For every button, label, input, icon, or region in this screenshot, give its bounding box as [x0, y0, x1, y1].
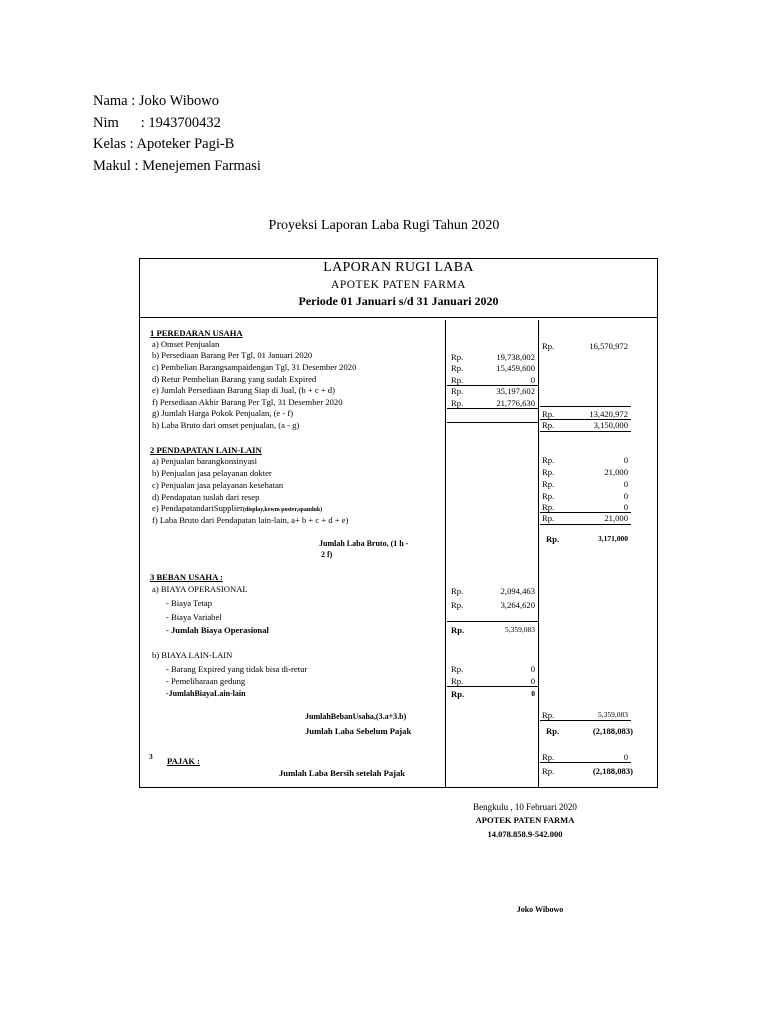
- label-laba-bruto-omset: h) Laba Bruto dari omset penjualan, (a - g): [152, 420, 300, 430]
- value-pemeliharaan: 0: [530, 676, 535, 686]
- rp-laba-sebelum-pajak: Rp.: [546, 726, 560, 736]
- label-jasa-kesehatan: c) Penjualan jasa pelayanan kesehatan: [152, 480, 284, 490]
- value-barang-expired: 0: [530, 664, 535, 674]
- label-persediaan-akhir: f) Persediaan Akhir Barang Per Tgl, 31 Desember 2020: [152, 397, 343, 407]
- rp-biaya-variabel: Rp.: [451, 600, 464, 610]
- section-beban-heading: 3 BEBAN USAHA :: [150, 572, 223, 582]
- signature-name: Joko Wibowo: [516, 905, 564, 914]
- rp-laba-bersih: Rp.: [542, 766, 555, 776]
- label-pemeliharaan: - Pemeliharaan gedung: [166, 676, 246, 686]
- signature-npwp: 14.078.858.9-542.000: [487, 829, 563, 839]
- rp-konsinyasi: Rp.: [542, 455, 555, 465]
- rp-pembelian: Rp.: [451, 363, 464, 373]
- value-konsinyasi: 0: [623, 455, 628, 465]
- underline-laba-lain: [540, 524, 631, 525]
- report-company: APOTEK PATEN FARMA: [331, 279, 466, 291]
- label-hpp: g) Jumlah Harga Pokok Penjualan, (e - f): [152, 408, 294, 418]
- label-laba-lain: f) Laba Bruto dari Pendapatan lain-lain, a+ b + c + d + e): [152, 515, 349, 525]
- value-biaya-variabel: 3,264,620: [500, 600, 535, 610]
- signature-company: APOTEK PATEN FARMA: [475, 815, 575, 825]
- student-class: Kelas : Apoteker Pagi-B: [93, 136, 235, 152]
- label-konsinyasi: a) Penjualan barangkonsinyasi: [152, 456, 258, 466]
- label-tuslah: d) Pendapatan tuslah dari resep: [152, 492, 260, 502]
- label-jumlah-laba-bruto-cont: 2 f): [321, 550, 333, 559]
- value-laba-bersih: (2,188,083): [592, 766, 633, 776]
- label-jumlah-biaya-lain: -JumlahBiayaLain-lain: [166, 689, 246, 698]
- report-title: LAPORAN RUGI LABA: [323, 260, 474, 275]
- underline-persediaan-akhir: [447, 408, 538, 409]
- signature-place-date: Bengkulu , 10 Februari 2020: [473, 802, 577, 812]
- rp-persediaan-awal: Rp.: [451, 352, 464, 362]
- value-persediaan-akhir: 21,776,630: [496, 398, 535, 408]
- value-laba-sebelum-pajak: (2,188,083): [592, 726, 633, 736]
- value-hpp: 13,420,972: [589, 409, 628, 419]
- value-supplier: 0: [623, 502, 628, 512]
- label-jasa-dokter: b) Penjualan jasa pelayanan dokter: [152, 468, 272, 478]
- rp-jumlah-biaya-lain: Rp.: [451, 689, 465, 699]
- label-retur: d) Retur Pembelian Barang yang sudah Expired: [152, 374, 317, 384]
- label-biaya-variabel: - Biaya Variabel: [166, 612, 222, 622]
- income-statement: [139, 258, 658, 788]
- rp-persediaan-akhir: Rp.: [451, 398, 464, 408]
- label-laba-bersih: Jumlah Laba Bersih setelah Pajak: [279, 768, 406, 778]
- value-jasa-dokter: 21,000: [604, 467, 628, 477]
- value-jumlah-beban-usaha: 5,359,083: [598, 710, 628, 719]
- value-pajak: 0: [623, 752, 628, 762]
- label-omset: a) Omset Penjualan: [152, 339, 220, 349]
- value-jumlah-biaya-ops: 5,359,083: [505, 625, 535, 634]
- rp-tuslah: Rp.: [542, 491, 555, 501]
- rp-jasa-dokter: Rp.: [542, 467, 555, 477]
- student-nim: [93, 113, 261, 135]
- value-persediaan-awal: 19,738,002: [496, 352, 535, 362]
- rp-laba-bruto-omset: Rp.: [542, 420, 555, 430]
- label-supplier-note: (display,kewm poster,spanduk): [242, 507, 323, 513]
- label-jumlah-laba-bruto: Jumlah Laba Bruto, (1 h -: [319, 539, 409, 548]
- label-supplier-text: e) PendapatandariSupplier: [152, 503, 243, 513]
- underline-laba-bruto-omset: [540, 431, 631, 432]
- nim-label: Nim: [93, 114, 119, 131]
- student-name: Nama : Joko Wibowo: [93, 93, 220, 109]
- value-jumlah-persediaan: 35,197,602: [496, 386, 535, 396]
- section-pendapatan-heading: 2 PENDAPATAN LAIN-LAIN: [150, 445, 262, 455]
- value-jumlah-laba-bruto: 3,171,000: [598, 534, 628, 543]
- value-laba-bruto-omset: 3,150,000: [593, 420, 628, 430]
- section-peredaran-heading: 1 PEREDARAN USAHA: [150, 328, 243, 338]
- label-supplier: [152, 503, 322, 515]
- value-jumlah-biaya-lain: 0: [531, 689, 535, 698]
- rp-laba-lain: Rp.: [542, 513, 555, 523]
- column-divider-2: [538, 320, 539, 787]
- overline-hpp: [540, 406, 631, 407]
- label-jumlah-beban-usaha: JumlahBebanUsaha,(3.a+3.b): [305, 712, 407, 721]
- underline-pemeliharaan: [447, 686, 538, 687]
- student-course: Makul : Menejemen Farmasi: [93, 157, 261, 174]
- rp-jumlah-biaya-ops: Rp.: [451, 625, 465, 635]
- report-period: Periode 01 Januari s/d 31 Januari 2020: [298, 294, 499, 308]
- underline-biaya-variabel: [447, 621, 538, 622]
- label-jumlah-persediaan: e) Jumlah Persediaan Barang Siap di Jual, (b + c + d): [152, 385, 335, 395]
- rp-barang-expired: Rp.: [451, 664, 464, 674]
- student-info: [93, 91, 261, 177]
- rp-pajak: Rp.: [542, 752, 555, 762]
- column-divider-1: [445, 320, 446, 787]
- rp-pemeliharaan: Rp.: [451, 676, 464, 686]
- rp-biaya-tetap: Rp.: [451, 586, 464, 596]
- label-biaya-tetap: - Biaya Tetap: [166, 598, 213, 608]
- label-persediaan-awal: b) Persediaan Barang Per Tgl, 01 Januari 2020: [152, 350, 313, 360]
- label-jumlah-biaya-ops: - Jumlah Biaya Operasional: [166, 625, 269, 635]
- value-omset: 16,570,972: [589, 341, 628, 351]
- divider-mid-column: [447, 422, 538, 423]
- rp-omset: Rp.: [542, 341, 555, 351]
- value-tuslah: 0: [623, 491, 628, 501]
- label-biaya-lain: b) BIAYA LAIN-LAIN: [152, 650, 233, 660]
- label-laba-sebelum-pajak: Jumlah Laba Sebelum Pajak: [305, 726, 412, 736]
- value-biaya-tetap: 2,094,463: [500, 586, 535, 596]
- value-laba-lain: 21,000: [604, 513, 628, 523]
- rp-jasa-kesehatan: Rp.: [542, 479, 555, 489]
- document-title: Proyeksi Laporan Laba Rugi Tahun 2020: [268, 218, 500, 233]
- rp-supplier: Rp.: [542, 502, 555, 512]
- rp-jumlah-laba-bruto: Rp.: [546, 534, 560, 544]
- underline-pajak: [540, 762, 631, 763]
- label-pembelian: c) Pembelian Barangsampaidengan Tgl, 31 Desember 2020: [152, 362, 357, 372]
- rp-retur: Rp.: [451, 375, 464, 385]
- label-biaya-operasional: a) BIAYA OPERASIONAL: [152, 584, 248, 594]
- rp-jumlah-persediaan: Rp.: [451, 386, 464, 396]
- header-divider: [140, 317, 657, 318]
- label-barang-expired: - Barang Expired yang tidak bisa di-retur: [166, 664, 308, 674]
- value-pembelian: 15,459,600: [496, 363, 535, 373]
- rp-jumlah-beban-usaha: Rp.: [542, 710, 555, 720]
- value-retur: 0: [530, 375, 535, 385]
- value-jasa-kesehatan: 0: [623, 479, 628, 489]
- rp-hpp: Rp.: [542, 409, 555, 419]
- pajak-number: 3: [149, 752, 153, 761]
- nim-value: : 1943700432: [140, 114, 221, 131]
- underline-jumlah-beban-usaha: [540, 720, 631, 721]
- section-pajak-heading: PAJAK :: [167, 756, 201, 766]
